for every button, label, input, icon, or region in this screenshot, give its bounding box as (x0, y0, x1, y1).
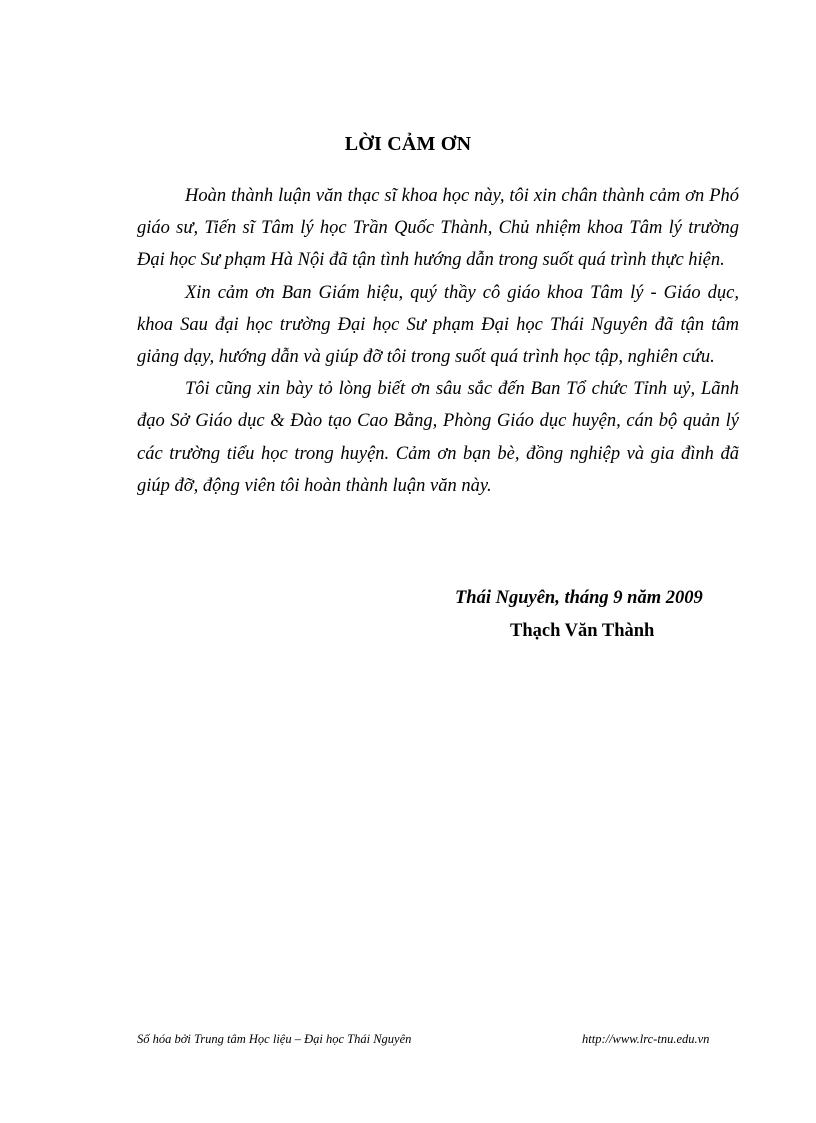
page-title: LỜI CẢM ƠN (344, 133, 472, 155)
paragraph-1: Hoàn thành luận văn thạc sĩ khoa học này, tôi xin chân thành cảm ơn Phó giáo sư, Tiến sĩ Tâm lý học Trần Quốc Thành, Chủ nhiệm khoa Tâm lý trường Đại học Sư phạm Hà Nội đã tận tình hướng dẫn trong suốt quá trình thực hiện. (137, 186, 739, 271)
signature-author: Thạch Văn Thành (510, 621, 655, 641)
paragraph-3: Tôi cũng xin bày tỏ lòng biết ơn sâu sắc đến Ban Tổ chức Tỉnh uỷ, Lãnh đạo Sở Giáo dục & Đào tạo Cao Bằng, Phòng Giáo dục huyện, cán bộ quản lý các trường tiểu học trong huyện. Cảm ơn bạn bè, đồng nghiệp và gia đình đã giúp đỡ, động viên tôi hoàn thành luận văn này. (137, 379, 739, 496)
footer-digitized-by: Số hóa bởi Trung tâm Học liệu – Đại học Thái Nguyên (137, 1032, 412, 1046)
acknowledgement-body (137, 180, 739, 502)
signature-place-date: Thái Nguyên, tháng 9 năm 2009 (455, 588, 703, 608)
paragraph-2: Xin cảm ơn Ban Giám hiệu, quý thầy cô giáo khoa Tâm lý - Giáo dục, khoa Sau đại học trường Đại học Sư phạm Đại học Thái Nguyên đã tận tâm giảng dạy, hướng dẫn và giúp đỡ tôi trong suốt quá trình học tập, nghiên cứu. (137, 282, 739, 368)
footer-url: http://www.lrc-tnu.edu.vn (582, 1032, 710, 1046)
